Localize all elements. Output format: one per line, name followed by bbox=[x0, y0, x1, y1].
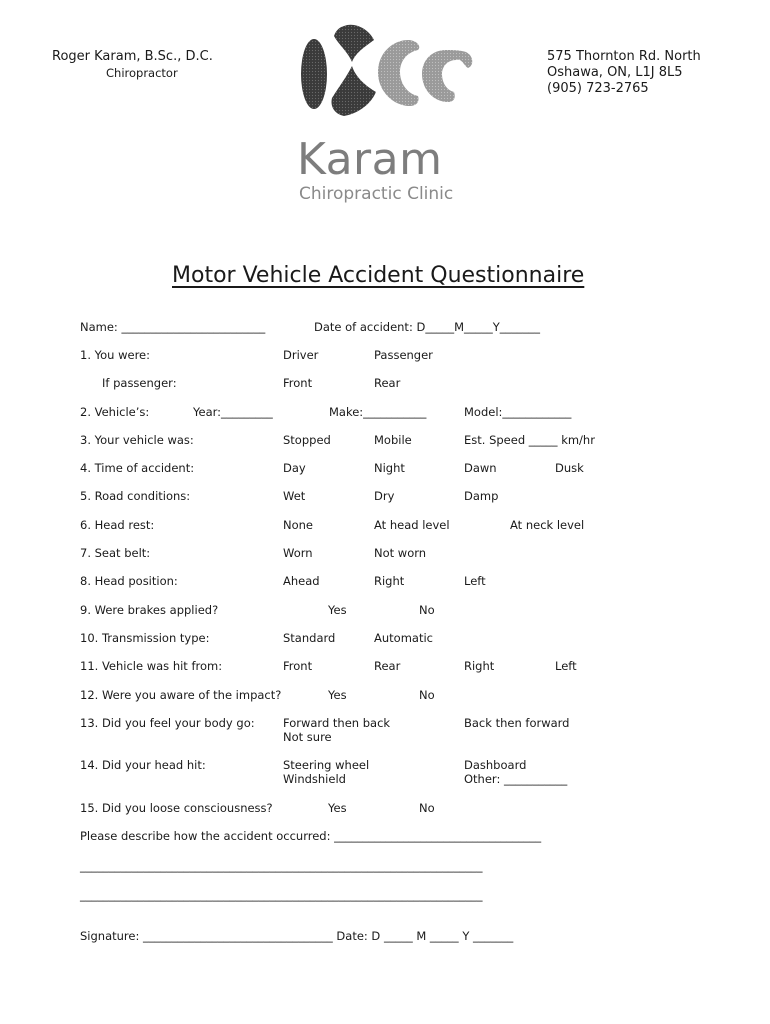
option-passenger[interactable]: Passenger bbox=[374, 348, 433, 362]
question-label: 5. Road conditions: bbox=[80, 489, 191, 503]
address-line2: Oshawa, ON, L1J 8L5 bbox=[547, 65, 683, 80]
describe-line[interactable]: ______________________________________________________________________ bbox=[80, 888, 483, 902]
question-label: 3. Your vehicle was: bbox=[80, 433, 194, 447]
question-label: 12. Were you aware of the impact? bbox=[80, 688, 282, 702]
vehicle-make-field[interactable]: Make:___________ bbox=[329, 405, 427, 419]
accident-date-field[interactable]: Date of accident: D_____M_____Y_______ bbox=[314, 320, 541, 334]
option-mobile[interactable]: Mobile bbox=[374, 433, 412, 447]
option-night[interactable]: Night bbox=[374, 461, 405, 475]
option-damp[interactable]: Damp bbox=[464, 489, 499, 503]
option-forward-then-back[interactable]: Forward then back bbox=[283, 716, 391, 730]
option-right[interactable]: Right bbox=[464, 659, 495, 673]
option-left[interactable]: Left bbox=[555, 659, 577, 673]
option-dry[interactable]: Dry bbox=[374, 489, 395, 503]
doctor-name: Roger Karam, B.Sc., D.C. bbox=[52, 49, 213, 64]
option-yes[interactable]: Yes bbox=[328, 603, 347, 617]
question-label: 4. Time of accident: bbox=[80, 461, 195, 475]
question-label: 8. Head position: bbox=[80, 574, 178, 588]
option-windshield[interactable]: Windshield bbox=[283, 772, 346, 786]
question-label: 11. Vehicle was hit from: bbox=[80, 659, 223, 673]
describe-prompt[interactable]: Please describe how the accident occurred: ____________________________________ bbox=[80, 829, 542, 843]
option-not-sure[interactable]: Not sure bbox=[283, 730, 332, 744]
doctor-title: Chiropractor bbox=[106, 66, 178, 80]
brand-subtitle: Chiropractic Clinic bbox=[299, 184, 454, 204]
question-label: 7. Seat belt: bbox=[80, 546, 151, 560]
describe-line[interactable]: ______________________________________________________________________ bbox=[80, 859, 483, 873]
option-yes[interactable]: Yes bbox=[328, 688, 347, 702]
option-left[interactable]: Left bbox=[464, 574, 486, 588]
option-rear[interactable]: Rear bbox=[374, 376, 401, 390]
option-back-then-forward[interactable]: Back then forward bbox=[464, 716, 570, 730]
option-dawn[interactable]: Dawn bbox=[464, 461, 497, 475]
option-right[interactable]: Right bbox=[374, 574, 405, 588]
question-label: 10. Transmission type: bbox=[80, 631, 210, 645]
option-dashboard[interactable]: Dashboard bbox=[464, 758, 527, 772]
option-standard[interactable]: Standard bbox=[283, 631, 336, 645]
question-label: 15. Did you loose consciousness? bbox=[80, 801, 273, 815]
signature-line[interactable]: Signature: _________________________________ Date: D _____ M _____ Y _______ bbox=[80, 929, 514, 943]
vehicle-year-field[interactable]: Year:_________ bbox=[193, 405, 273, 419]
option-worn[interactable]: Worn bbox=[283, 546, 313, 560]
speed-field[interactable]: Est. Speed _____ km/hr bbox=[464, 433, 595, 447]
option-none[interactable]: None bbox=[283, 518, 314, 532]
vehicle-model-field[interactable]: Model:____________ bbox=[464, 405, 572, 419]
option-steering-wheel[interactable]: Steering wheel bbox=[283, 758, 370, 772]
option-wet[interactable]: Wet bbox=[283, 489, 306, 503]
page-title: Motor Vehicle Accident Questionnaire bbox=[172, 263, 585, 288]
option-ahead[interactable]: Ahead bbox=[283, 574, 320, 588]
question-label: 13. Did you feel your body go: bbox=[80, 716, 255, 730]
option-at-neck-level[interactable]: At neck level bbox=[510, 518, 585, 532]
option-front[interactable]: Front bbox=[283, 376, 313, 390]
option-automatic[interactable]: Automatic bbox=[374, 631, 433, 645]
brand-name: Karam bbox=[297, 134, 443, 185]
question-label: 1. You were: bbox=[80, 348, 151, 362]
option-day[interactable]: Day bbox=[283, 461, 306, 475]
address-line1: 575 Thornton Rd. North bbox=[547, 49, 701, 64]
option-at-head-level[interactable]: At head level bbox=[374, 518, 450, 532]
option-no[interactable]: No bbox=[419, 801, 435, 815]
option-not-worn[interactable]: Not worn bbox=[374, 546, 427, 560]
question-label: 6. Head rest: bbox=[80, 518, 155, 532]
clinic-logo-icon bbox=[296, 22, 476, 122]
option-no[interactable]: No bbox=[419, 603, 435, 617]
option-yes[interactable]: Yes bbox=[328, 801, 347, 815]
option-rear[interactable]: Rear bbox=[374, 659, 401, 673]
phone-number: (905) 723-2765 bbox=[547, 81, 649, 96]
option-no[interactable]: No bbox=[419, 688, 435, 702]
other-field[interactable]: Other: ___________ bbox=[464, 772, 568, 786]
option-stopped[interactable]: Stopped bbox=[283, 433, 331, 447]
option-dusk[interactable]: Dusk bbox=[555, 461, 584, 475]
question-label: 14. Did your head hit: bbox=[80, 758, 206, 772]
question-label: 9. Were brakes applied? bbox=[80, 603, 219, 617]
option-driver[interactable]: Driver bbox=[283, 348, 319, 362]
question-label: If passenger: bbox=[102, 376, 177, 390]
question-label: 2. Vehicle’s: bbox=[80, 405, 150, 419]
option-front[interactable]: Front bbox=[283, 659, 313, 673]
name-field[interactable]: Name: _________________________ bbox=[80, 320, 266, 334]
